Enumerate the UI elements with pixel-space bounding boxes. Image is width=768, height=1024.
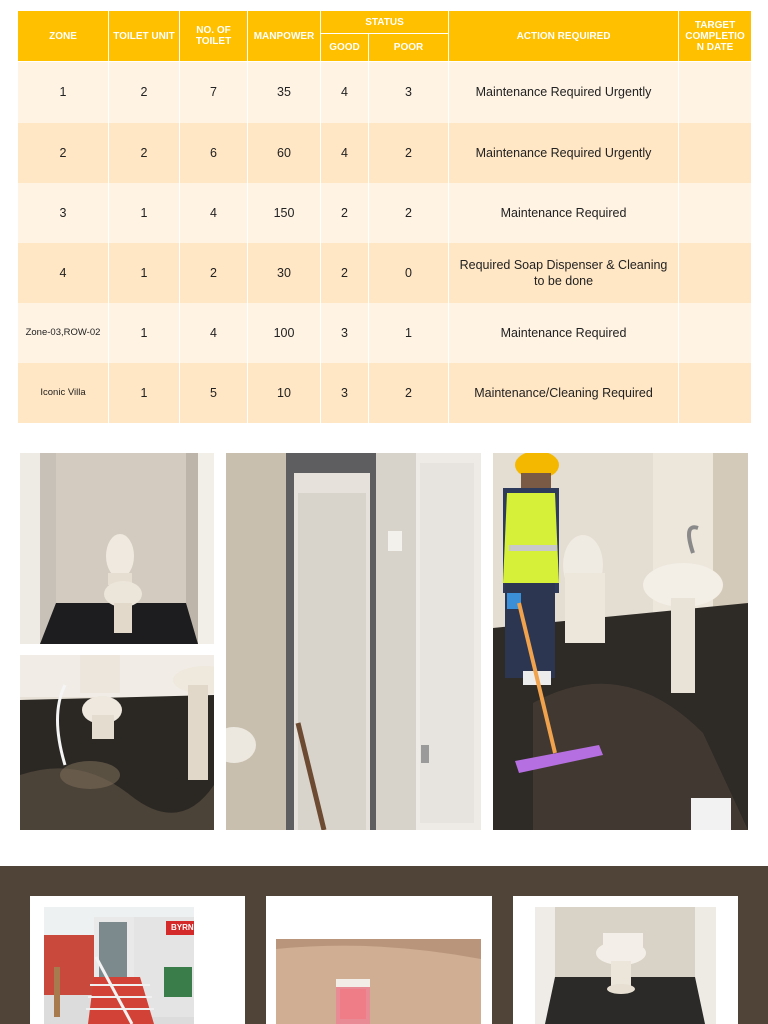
cell-poor: 2 xyxy=(369,183,449,243)
photo-card-soap xyxy=(266,896,492,1024)
cell-action: Maintenance Required Urgently xyxy=(449,62,679,123)
cell-poor: 1 xyxy=(369,303,449,363)
header-status: STATUS xyxy=(321,11,449,34)
photo-card-cabin xyxy=(30,896,245,1024)
cell-no-of-toilet: 6 xyxy=(180,123,248,183)
photo-worker-cleaning xyxy=(493,453,748,830)
cell-poor: 2 xyxy=(369,123,449,183)
header-poor: POOR xyxy=(369,34,449,62)
cell-zone: Zone-03,ROW-02 xyxy=(18,303,109,363)
cell-no-of-toilet: 4 xyxy=(180,303,248,363)
cell-no-of-toilet: 7 xyxy=(180,62,248,123)
cell-zone: 3 xyxy=(18,183,109,243)
cell-zone: 4 xyxy=(18,243,109,303)
cell-good: 3 xyxy=(321,363,369,423)
table-row xyxy=(18,363,752,423)
header-no-of-toilet: NO. OF TOILET xyxy=(180,11,248,62)
photo-soap-dispenser xyxy=(276,939,481,1024)
cell-good: 4 xyxy=(321,62,369,123)
cell-target xyxy=(679,243,752,303)
header-target-completion-date: TARGET COMPLETIO N DATE xyxy=(679,11,752,62)
header-toilet-unit: TOILET UNIT xyxy=(109,11,180,62)
cell-toilet-unit: 1 xyxy=(109,363,180,423)
table-row xyxy=(18,303,752,363)
photo-toilet-cubicle xyxy=(20,453,214,644)
cell-poor: 2 xyxy=(369,363,449,423)
cell-no-of-toilet: 2 xyxy=(180,243,248,303)
cell-good: 2 xyxy=(321,183,369,243)
cell-manpower: 10 xyxy=(248,363,321,423)
cell-toilet-unit: 1 xyxy=(109,303,180,363)
photo-toilet-sink-floor xyxy=(20,655,214,830)
cell-target xyxy=(679,303,752,363)
cell-good: 4 xyxy=(321,123,369,183)
cell-good: 3 xyxy=(321,303,369,363)
table-row xyxy=(18,62,752,123)
cell-toilet-unit: 1 xyxy=(109,243,180,303)
photo-clean-toilet xyxy=(535,907,716,1024)
header-good: GOOD xyxy=(321,34,369,62)
cell-target xyxy=(679,363,752,423)
cell-target xyxy=(679,183,752,243)
cell-manpower: 150 xyxy=(248,183,321,243)
cell-zone: 2 xyxy=(18,123,109,183)
cell-action: Required Soap Dispenser & Cleaning to be done xyxy=(449,243,679,303)
cell-no-of-toilet: 5 xyxy=(180,363,248,423)
cell-manpower: 100 xyxy=(248,303,321,363)
cell-no-of-toilet: 4 xyxy=(180,183,248,243)
cell-zone: 1 xyxy=(18,62,109,123)
photo-open-door xyxy=(226,453,481,830)
table-row xyxy=(18,183,752,243)
cell-action: Maintenance/Cleaning Required xyxy=(449,363,679,423)
header-action-required: ACTION REQUIRED xyxy=(449,11,679,62)
cabin-sign-text: BYRN xyxy=(171,923,194,932)
cell-zone: Iconic Villa xyxy=(18,363,109,423)
header-zone: ZONE xyxy=(18,11,109,62)
cell-target xyxy=(679,62,752,123)
cell-manpower: 30 xyxy=(248,243,321,303)
cell-poor: 3 xyxy=(369,62,449,123)
cell-toilet-unit: 2 xyxy=(109,123,180,183)
cell-action: Maintenance Required Urgently xyxy=(449,123,679,183)
cell-good: 2 xyxy=(321,243,369,303)
cell-manpower: 60 xyxy=(248,123,321,183)
table-row xyxy=(18,123,752,183)
photo-card-toilet xyxy=(513,896,738,1024)
header-manpower: MANPOWER xyxy=(248,11,321,62)
cell-action: Maintenance Required xyxy=(449,303,679,363)
toilet-status-table xyxy=(17,10,752,423)
cell-manpower: 35 xyxy=(248,62,321,123)
table-row xyxy=(18,243,752,303)
cell-poor: 0 xyxy=(369,243,449,303)
cell-action: Maintenance Required xyxy=(449,183,679,243)
cell-target xyxy=(679,123,752,183)
cell-toilet-unit: 1 xyxy=(109,183,180,243)
cell-toilet-unit: 2 xyxy=(109,62,180,123)
